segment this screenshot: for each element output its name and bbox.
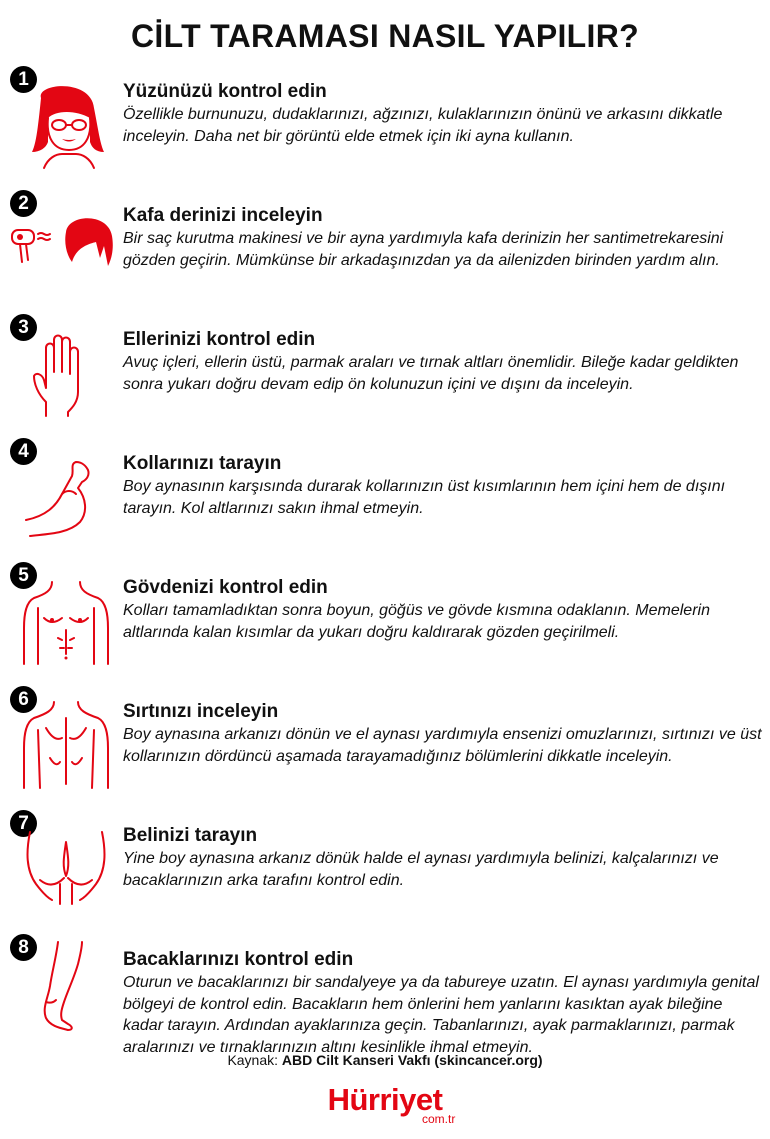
step-number: 2 bbox=[10, 190, 37, 217]
hips-icon bbox=[16, 822, 121, 917]
back-icon bbox=[16, 698, 121, 793]
step-number: 5 bbox=[10, 562, 37, 589]
step-3 bbox=[0, 314, 770, 434]
step-heading: Kollarınızı tarayın bbox=[123, 453, 282, 474]
step-body: Kolları tamamladıktan sonra boyun, göğüs ve gövde kısmına odaklanın. Memelerin altlarında kalan kısımlar da yukarı doğru kaldırarak gözden geçirilmeli. bbox=[123, 602, 710, 641]
page-title: CİLT TARAMASI NASIL YAPILIR? bbox=[131, 18, 639, 54]
step-number: 7 bbox=[10, 810, 37, 837]
step-heading: Sırtınızı inceleyin bbox=[123, 701, 279, 722]
step-body: Avuç içleri, ellerin üstü, parmak araları ve tırnak altları önemlidir. Bileğe kadar geldikten sonra yukarı doğru devam edip ön kolunuzun içini ve dışını da inceleyin. bbox=[123, 354, 739, 393]
step-4 bbox=[0, 438, 770, 558]
hurriyet-logo bbox=[0, 1082, 770, 1126]
hair-dryer-icon bbox=[16, 202, 121, 297]
step-body: Boy aynasının karşısında durarak kollarınızın üst kısımlarının hem içini hem de dışını tarayın. Kol altlarınızı sakın ihmal etmeyin. bbox=[123, 478, 726, 517]
step-7 bbox=[0, 810, 770, 930]
step-heading: Bacaklarınızı kontrol edin bbox=[123, 949, 354, 970]
step-number: 4 bbox=[10, 438, 37, 465]
step-number: 3 bbox=[10, 314, 37, 341]
step-body: Bir saç kurutma makinesi ve bir ayna yardımıyla kafa derinizin her santimetrekaresini gözden geçirin. Mümkünse bir arkadaşınızdan ya da ailenizden birinden yardım alın. bbox=[123, 230, 724, 269]
step-body: Özellikle burnunuzu, dudaklarınızı, ağzınızı, kulaklarınızın önünü ve arkasını dikkatle inceleyin. Daha net bir görüntü elde etmek için iki ayna kullanın. bbox=[123, 106, 723, 145]
leg-icon bbox=[16, 942, 121, 1037]
step-8 bbox=[0, 934, 770, 1056]
step-heading: Belinizi tarayın bbox=[123, 825, 258, 846]
step-body: Oturun ve bacaklarınızı bir sandalyeye ya da tabureye uzatın. El aynası yardımıyla genital bölgeyi de kontrol edin. Bacakların hem önlerini hem yanlarını kasıktan ayak bileğine kadar tarayın. Ardından ayaklarınıza geçin. Tabanlarınızı, ayak parmaklarınızı, parmak aralarınızı ve tırnaklarınızın altını kesinlikle ihmal etmeyin. bbox=[123, 974, 759, 1056]
step-5 bbox=[0, 562, 770, 682]
logo-brand: Hürriyet bbox=[327, 1082, 443, 1117]
step-body: Yine boy aynasına arkanız dönük halde el aynası yardımıyla belinizi, kalçalarınızı ve bacaklarınızın arka tarafını kontrol edin. bbox=[123, 850, 719, 889]
source-label: Kaynak: bbox=[227, 1052, 279, 1068]
step-heading: Gövdenizi kontrol edin bbox=[123, 577, 328, 598]
logo-domain: com.tr bbox=[422, 1112, 456, 1126]
step-number: 6 bbox=[10, 686, 37, 713]
source-text: ABD Cilt Kanseri Vakfı (skincancer.org) bbox=[281, 1052, 543, 1068]
face-icon bbox=[16, 78, 121, 173]
hand-icon bbox=[16, 326, 121, 421]
arm-icon bbox=[16, 450, 121, 545]
step-body: Boy aynasına arkanızı dönün ve el aynası yardımıyla ensenizi omuzlarınızı, sırtınızı ve üst kollarınızın dördüncü aşamada tarayamadığınız bölümlerini dikkatle inceleyin. bbox=[123, 726, 762, 765]
step-heading: Yüzünüzü kontrol edin bbox=[123, 81, 327, 102]
step-2 bbox=[0, 190, 770, 310]
step-heading: Ellerinizi kontrol edin bbox=[123, 329, 316, 350]
torso-icon bbox=[16, 574, 121, 669]
source-credit bbox=[0, 1052, 770, 1068]
step-1 bbox=[0, 66, 770, 186]
step-number: 8 bbox=[10, 934, 37, 961]
step-6 bbox=[0, 686, 770, 806]
step-heading: Kafa derinizi inceleyin bbox=[123, 205, 323, 226]
step-number: 1 bbox=[10, 66, 37, 93]
